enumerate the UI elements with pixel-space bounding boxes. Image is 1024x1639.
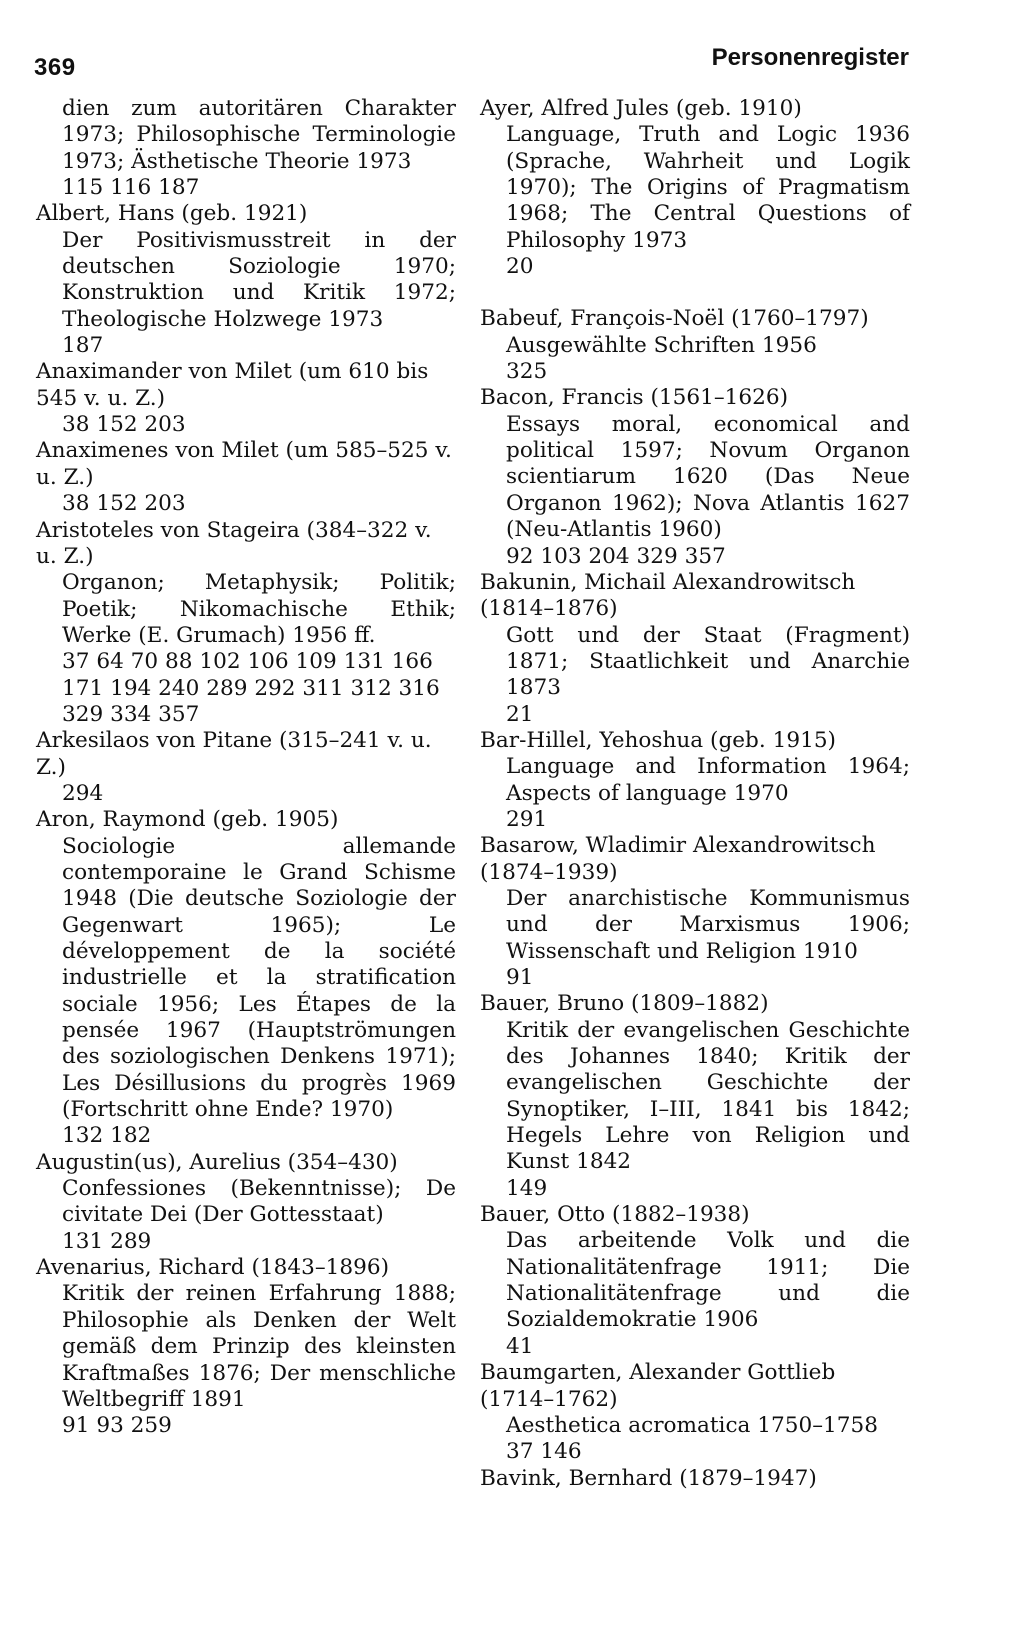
index-entry xyxy=(480,306,910,385)
entry-pages: 132 182 xyxy=(62,1123,152,1149)
index-entry xyxy=(36,438,456,517)
entry-pages: 20 xyxy=(506,254,534,280)
index-entry xyxy=(480,991,910,1202)
entry-works: Sociologie allemande contemporaine le Grand Schisme 1948 (Die deutsche Soziologie der Gegenwart 1965); Le développement de la société industrielle et la stratification sociale 1956; Les Étapes de la pensée 1967 (Hauptströmungen des soziologischen Denkens 1971); Les Désillusions du progrès 1969 (Fortschritt ohne Ende? 1970) xyxy=(62,833,456,1123)
entry-pages: 91 xyxy=(506,965,534,990)
entry-works: Der Positivismusstreit in der deutschen Soziologie 1970; Konstruktion und Kritik 1972; Theologische Holzwege 1973 xyxy=(62,227,456,332)
entry-name: Bauer, Bruno (1809–1882) xyxy=(480,991,769,1017)
entry-pages: 92 103 204 329 357 xyxy=(506,543,726,569)
index-entry xyxy=(36,807,456,1149)
entry-name: Babeuf, François-Noël (1760–1797) xyxy=(480,306,869,332)
entry-name: Aron, Raymond (geb. 1905) xyxy=(36,807,339,833)
entry-pages: 21 xyxy=(506,701,534,727)
entry-works: Organon; Metaphysik; Politik; Poetik; Nikomachische Ethik; Werke (E. Grumach) 1956 ff. xyxy=(62,570,456,648)
entry-name: Bacon, Francis (1561–1626) xyxy=(480,385,789,411)
index-entry xyxy=(36,201,456,359)
entry-name: Albert, Hans (geb. 1921) xyxy=(36,201,308,227)
index-entry xyxy=(36,518,456,729)
entry-works: Das arbeitende Volk und die Nationalitätenfrage 1911; Die Nationalitätenfrage und die Sozialdemokratie 1906 xyxy=(506,1228,910,1333)
entry-works: Aesthetica acromatica 1750–1758 xyxy=(506,1412,878,1438)
entry-pages: 37 146 xyxy=(506,1439,582,1465)
entry-name: Avenarius, Richard (1843–1896) xyxy=(36,1255,390,1281)
index-entry xyxy=(480,833,910,991)
entry-pages: 38 152 203 xyxy=(62,491,186,517)
entry-works: Essays moral, economical and political 1597; Novum Organon scientiarum 1620 (Das Neue Organon 1962); Nova Atlantis 1627 (Neu-Atlantis 1960) xyxy=(506,411,910,543)
index-entry xyxy=(36,359,456,438)
entry-pages: 294 xyxy=(62,780,104,806)
index-entry xyxy=(480,1202,910,1360)
entry-name: Arkesilaos von Pitane (315–241 v. u. Z.) xyxy=(36,728,432,780)
entry-pages: 37 64 70 88 102 106 109 131 166 171 194 240 289 292 311 312 316 329 334 357 xyxy=(62,649,440,727)
entry-name: Augustin(us), Aurelius (354–430) xyxy=(36,1149,398,1175)
entry-works: Ausgewählte Schriften 1956 xyxy=(506,332,817,358)
entry-name: Bavink, Bernhard (1879–1947) xyxy=(480,1465,817,1491)
page-number: 369 xyxy=(34,54,76,81)
entry-name: Basarow, Wladimir Alexandrowitsch (1874–1939) xyxy=(480,833,876,885)
entry-pages: 115 116 187 xyxy=(62,175,200,201)
index-entry xyxy=(480,570,910,728)
running-head: Personenregister xyxy=(711,44,909,71)
entry-name: Ayer, Alfred Jules (geb. 1910) xyxy=(480,96,802,121)
entry-works: Confessiones (Bekenntnisse); De civitate Dei (Der Gottesstaat) xyxy=(62,1176,456,1228)
entry-works: dien zum autoritären Charakter 1973; Philosophische Terminologie 1973; Ästhetische Theorie 1973 xyxy=(62,96,456,174)
entry-pages: 149 xyxy=(506,1175,548,1201)
index-entry xyxy=(36,1255,456,1439)
entry-works: Gott und der Staat (Fragment) 1871; Staatlichkeit und Anarchie 1873 xyxy=(506,622,910,701)
entry-pages: 131 289 xyxy=(62,1228,152,1254)
entry-pages: 291 xyxy=(506,806,548,832)
entry-name: Aristoteles von Stageira (384–322 v. u. Z.) xyxy=(36,517,432,569)
entry-pages: 38 152 203 xyxy=(62,412,186,438)
index-entry xyxy=(36,96,456,201)
entry-name: Anaximenes von Milet (um 585–525 v. u. Z.) xyxy=(36,438,452,490)
entry-works: Language and Information 1964; Aspects of language 1970 xyxy=(506,754,910,806)
entry-pages: 41 xyxy=(506,1333,534,1359)
index-entry xyxy=(36,1150,456,1255)
entry-works: Language, Truth and Logic 1936 (Sprache, Wahrheit und Logik 1970); The Origins of Pragmatism 1968; The Central Questions of Philosophy 1973 xyxy=(506,122,910,253)
entry-name: Bar-Hillel, Yehoshua (geb. 1915) xyxy=(480,727,836,753)
entry-name: Bakunin, Michail Alexandrowitsch (1814–1876) xyxy=(480,569,856,622)
entry-pages: 325 xyxy=(506,359,548,385)
index-entry xyxy=(480,728,910,833)
index-entry xyxy=(480,385,910,569)
entry-works: Kritik der evangelischen Geschichte des Johannes 1840; Kritik der evangelischen Geschichte der Synoptiker, I–III, 1841 bis 1842; Hegels Lehre von Religion und Kunst 1842 xyxy=(506,1017,910,1175)
entry-works: Kritik der reinen Erfahrung 1888; Philosophie als Denken der Welt gemäß dem Prinzip des kleinsten Kraftmaßes 1876; Der menschliche Weltbegriff 1891 xyxy=(62,1281,456,1412)
index-entry xyxy=(36,728,456,807)
entry-name: Anaximander von Milet (um 610 bis 545 v. u. Z.) xyxy=(36,359,429,411)
index-entry xyxy=(480,96,910,280)
index-entry xyxy=(480,1360,910,1465)
index-entry xyxy=(480,1466,910,1492)
entry-name: Bauer, Otto (1882–1938) xyxy=(480,1202,750,1228)
entry-pages: 91 93 259 xyxy=(62,1413,172,1439)
entry-works: Der anarchistische Kommunismus und der Marxismus 1906; Wissenschaft und Religion 1910 xyxy=(506,885,910,964)
entry-name: Baumgarten, Alexander Gottlieb (1714–1762) xyxy=(480,1360,836,1412)
left-column xyxy=(36,96,456,1440)
right-column xyxy=(480,96,910,1492)
entry-pages: 187 xyxy=(62,333,104,359)
